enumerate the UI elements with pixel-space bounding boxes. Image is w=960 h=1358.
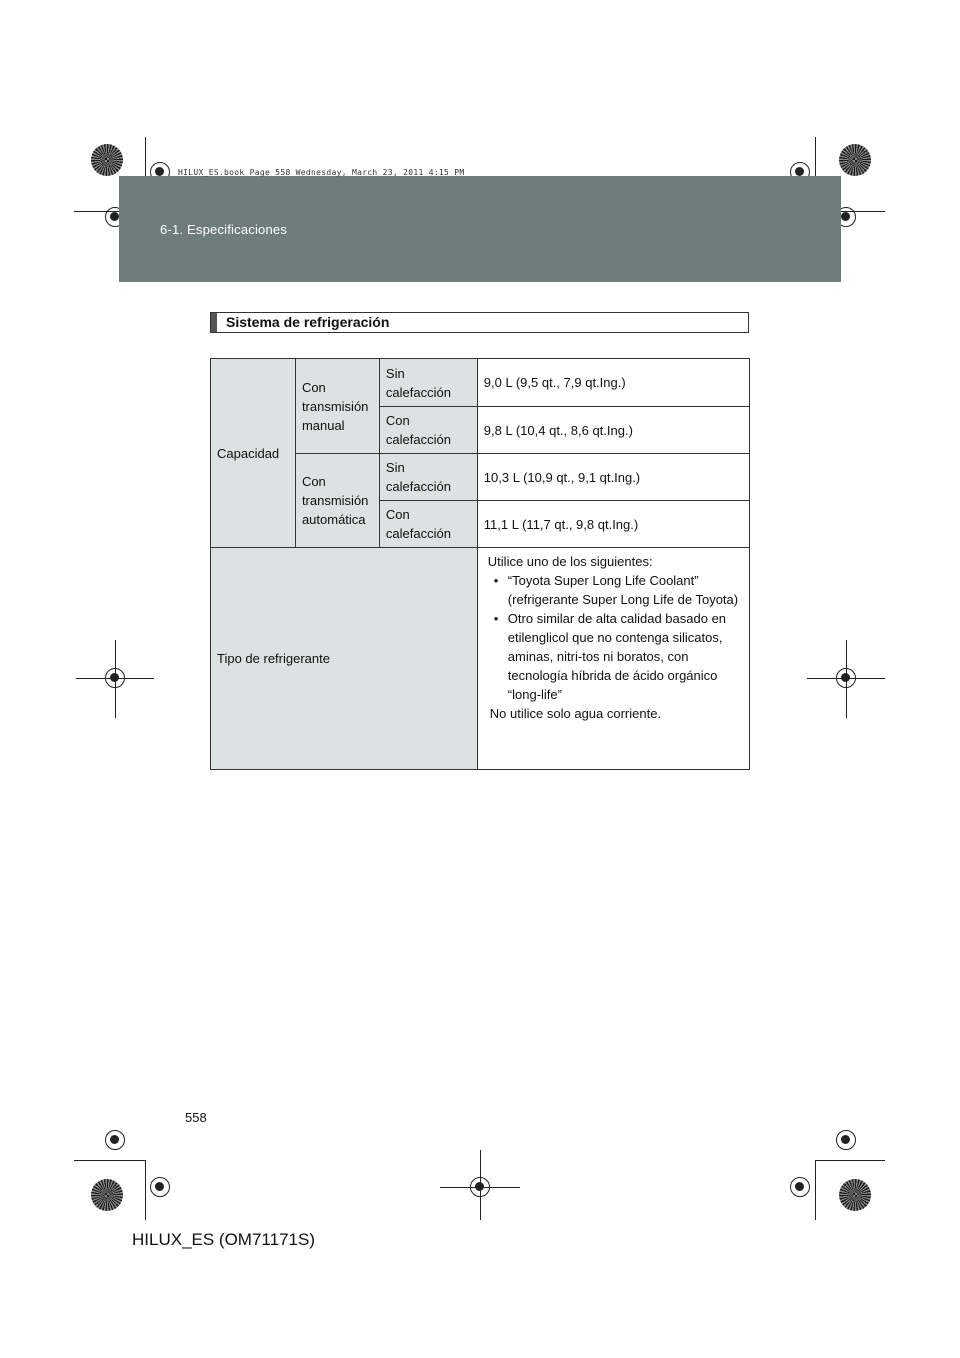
- con-calefaccion-label: Con calefacción: [379, 501, 477, 548]
- table-row: [211, 359, 750, 407]
- tipo-value-cell: [477, 548, 749, 770]
- manual-con-value: 9,8 L (10,4 qt., 8,6 qt.Ing.): [477, 407, 749, 454]
- cooling-spec-table: [210, 358, 750, 770]
- auto-con-value: 11,1 L (11,7 qt., 9,8 qt.Ing.): [477, 501, 749, 548]
- capacidad-label: Capacidad: [211, 359, 296, 548]
- registration-disc: [839, 1179, 871, 1211]
- table-row: [211, 548, 750, 770]
- tipo-label: Tipo de refrigerante: [211, 548, 478, 770]
- bullet-icon: •: [493, 573, 499, 588]
- registration-mark: [836, 668, 856, 688]
- tipo-note: No utilice solo agua corriente.: [489, 706, 662, 721]
- bullet-text: “Toyota Super Long Life Coolant” (refrigerante Super Long Life de Toyota): [507, 573, 739, 607]
- crop-mark: [74, 1160, 146, 1161]
- bullet-icon: •: [493, 611, 499, 626]
- registration-disc: [839, 144, 871, 176]
- registration-mark: [470, 1177, 490, 1197]
- registration-disc: [91, 1179, 123, 1211]
- section-label: 6-1. Especificaciones: [160, 222, 288, 237]
- registration-mark: [150, 1177, 170, 1197]
- sin-calefaccion-label: Sin calefacción: [379, 359, 477, 407]
- automatica-label: Con transmisión automática: [295, 454, 379, 548]
- book-stamp: HILUX_ES.book Page 558 Wednesday, March 23, 2011 4:15 PM: [178, 168, 465, 177]
- con-calefaccion-label: Con calefacción: [379, 407, 477, 454]
- section-title-bar: [210, 312, 749, 333]
- registration-mark: [790, 1177, 810, 1197]
- manual-sin-value: 9,0 L (9,5 qt., 7,9 qt.Ing.): [477, 359, 749, 407]
- registration-mark: [105, 668, 125, 688]
- manual-label: Con transmisión manual: [295, 359, 379, 454]
- crop-mark: [815, 1160, 816, 1220]
- bullet-item: [494, 571, 743, 609]
- bullet-item: [494, 609, 743, 704]
- bullet-text: Otro similar de alta calidad basado en etilenglicol que no contenga silicatos, aminas, nitri-tos ni boratos, con tecnología híbrida de ácido orgánico “long-life”: [507, 611, 727, 702]
- page-number: 558: [185, 1110, 207, 1125]
- title-marker: [211, 313, 217, 332]
- registration-mark: [836, 1130, 856, 1150]
- auto-sin-value: 10,3 L (10,9 qt., 9,1 qt.Ing.): [477, 454, 749, 501]
- document-code: HILUX_ES (OM71171S): [132, 1230, 315, 1249]
- crop-mark: [145, 1160, 146, 1220]
- registration-mark: [105, 1130, 125, 1150]
- tipo-intro: Utilice uno de los siguientes:: [487, 554, 653, 569]
- crop-mark: [815, 1160, 885, 1161]
- section-title: Sistema de refrigeración: [226, 314, 390, 330]
- registration-disc: [91, 144, 123, 176]
- sin-calefaccion-label: Sin calefacción: [379, 454, 477, 501]
